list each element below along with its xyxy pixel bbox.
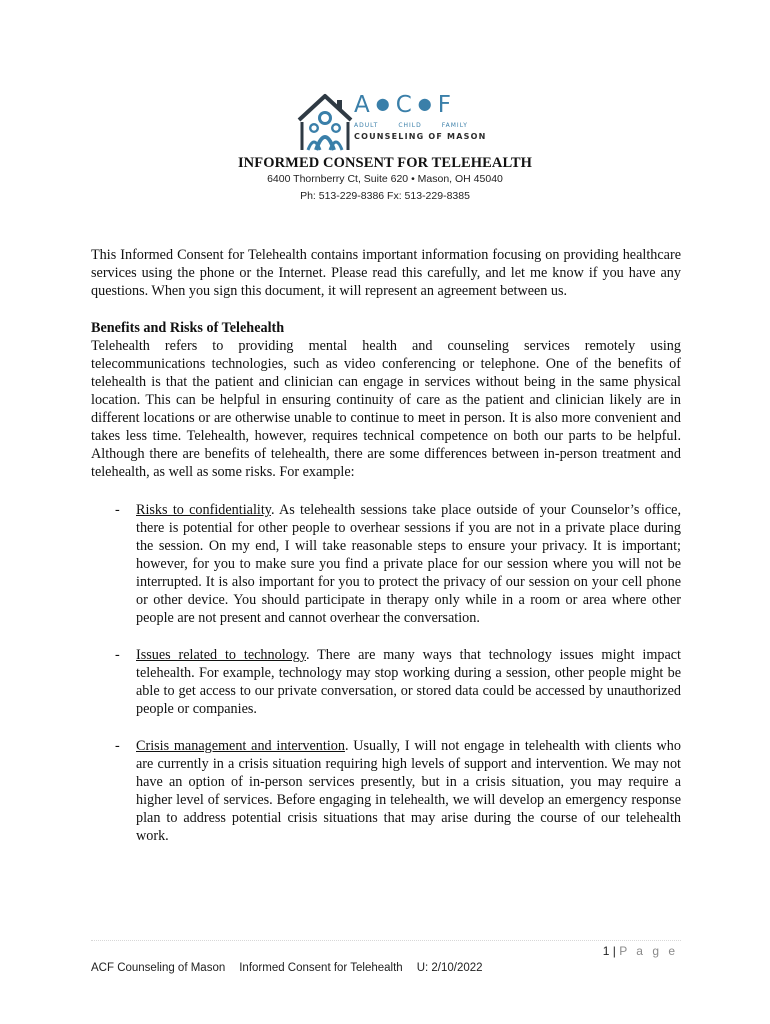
page-number bbox=[603, 944, 678, 958]
logo-org-name: COUNSELING OF MASON bbox=[354, 132, 487, 141]
section-paragraph: Telehealth refers to providing mental health and counseling services remotely using telecommunications technologies, such as video conferencing or telephone. One of the benefits of telehealth is that the patient and clinician can engage in services without being in the same physical location. This can be helpful in ensuring continuity of care as the patient and clinician likely are in different locations or are otherwise unable to continue to meet in person. It is also more convenient and takes less time. Telehealth, however, requires technical competence on both our parts to be helpful. Although there are benefits of telehealth, there are some differences between in-person treatment and telehealth, as well as some risks. For example: bbox=[91, 338, 681, 480]
office-phone-fax: Ph: 513-229-8386 Fx: 513-229-8385 bbox=[300, 190, 470, 202]
page-word: P a g e bbox=[619, 944, 678, 958]
list-bullet: - bbox=[115, 738, 120, 754]
list-item-text: . Usually, I will not engage in telehealth with clients who are currently in a crisis situation requiring high levels of support and intervention. We may not have an option of in-person services presently, but in a crisis situation, you may require a higher level of services. Before engaging in telehealth, we will develop an emergency response plan to address potential crisis situations that may arise during the course of our telehealth work. bbox=[136, 738, 681, 844]
logo-letter-f: F bbox=[437, 92, 452, 118]
list-item bbox=[91, 501, 681, 627]
house-family-icon bbox=[296, 90, 354, 152]
footer-text bbox=[91, 962, 497, 974]
intro-paragraph: This Informed Consent for Telehealth contains important information focusing on providing healthcare services using the phone or the Internet. Please read this carefully, and let me know if you have any questions. When you sign this document, it will represent an agreement between us. bbox=[91, 247, 681, 299]
footer-version: U: 2/10/2022 bbox=[416, 962, 483, 974]
page-number-value: 1 bbox=[602, 944, 610, 958]
footer-org: ACF Counseling of Mason bbox=[91, 962, 226, 974]
office-address: 6400 Thornberry Ct, Suite 620 • Mason, OH 45040 bbox=[267, 173, 503, 185]
logo-word-family: FAMILY bbox=[441, 122, 468, 129]
page-number-separator: | bbox=[612, 944, 616, 958]
logo-letter-a: A bbox=[354, 92, 371, 118]
list-item-text: . As telehealth sessions take place outside of your Counselor’s office, there is potential for other people to overhear sessions if you are not in a private place during the session. On my end, I will take reasonable steps to ensure your privacy. It is important; however, for you to make sure you find a private place for our session where you will not be interrupted. It is also important for you to protect the privacy of our session on your cell phone or other device. You should participate in therapy only while in a room or area where other people are not present and cannot overhear the conversation. bbox=[136, 502, 681, 626]
risks-list bbox=[91, 501, 681, 845]
list-bullet: - bbox=[115, 502, 120, 518]
list-item-term: Risks to confidentiality bbox=[136, 502, 271, 518]
list-item bbox=[91, 737, 681, 845]
logo-letter-c: C bbox=[395, 92, 413, 118]
list-item bbox=[91, 646, 681, 718]
document-body bbox=[91, 246, 681, 864]
list-item-term: Crisis management and intervention bbox=[136, 738, 345, 754]
footer-doc-name: Informed Consent for Telehealth bbox=[239, 962, 403, 974]
logo-word-adult: ADULT bbox=[354, 122, 379, 129]
acf-logo bbox=[296, 90, 487, 152]
logo-subtitle bbox=[354, 122, 488, 129]
section-heading: Benefits and Risks of Telehealth bbox=[91, 320, 285, 336]
list-item-text: . There are many ways that technology issues might impact telehealth. For example, technology may stop working during a session, other people might be able to get access to our private conversation, or stored data could be accessed by unauthorized people or companies. bbox=[136, 647, 681, 717]
logo-word-child: CHILD bbox=[398, 122, 422, 129]
document-title: INFORMED CONSENT FOR TELEHEALTH bbox=[237, 155, 533, 171]
footer-divider bbox=[91, 940, 681, 941]
list-bullet: - bbox=[115, 647, 120, 663]
logo-letters: A ● C ● F bbox=[354, 92, 452, 118]
list-item-term: Issues related to technology bbox=[136, 647, 306, 663]
